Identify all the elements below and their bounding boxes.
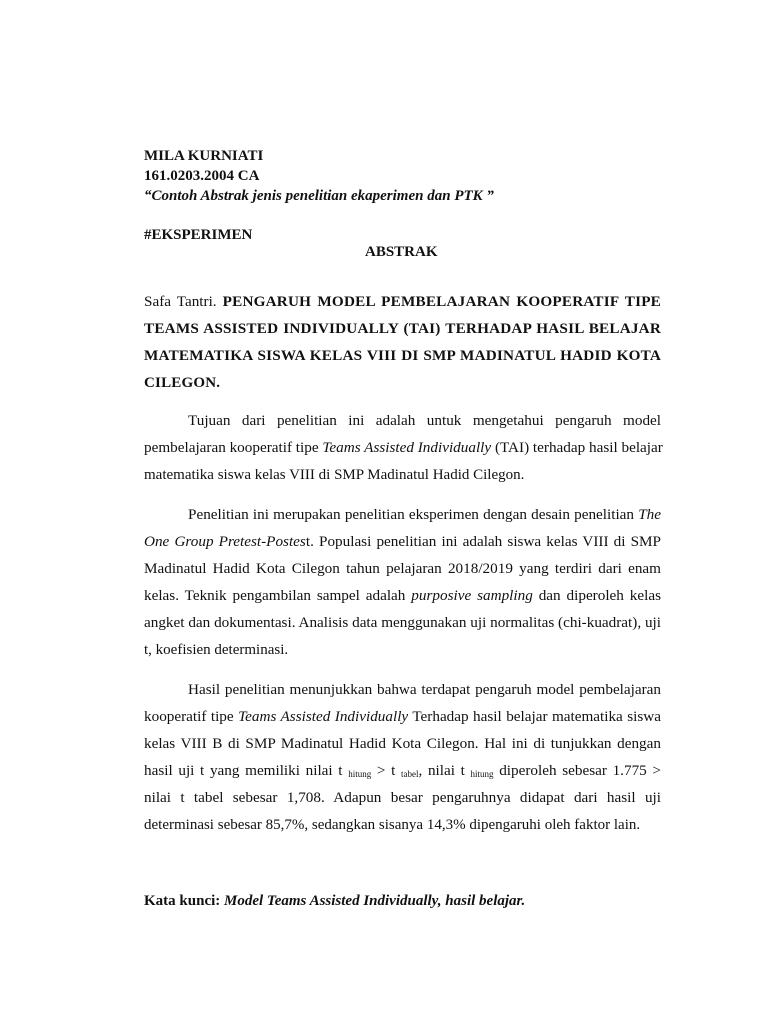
author-name: MILA KURNIATI <box>144 148 264 164</box>
quote-title: “Contoh Abstrak jenis penelitian ekaperimen dan PTK ” <box>144 188 494 204</box>
p3-sub-tabel: tabel <box>401 769 419 779</box>
p2-line-3: Madinatul Hadid Kota Cilegon tahun pelajaran 2018/2019 yang terdiri dari enam <box>144 560 661 577</box>
p3-sub-hitung-2: hitung <box>470 769 494 779</box>
p1-line-2-post: (TAI) terhadap hasil belajar <box>491 439 663 456</box>
p3-line-4-d: diperoleh sebesar 1.775 > <box>493 762 661 779</box>
citation-title-1: PENGARUH MODEL PEMBELAJARAN KOOPERATIF TIPE <box>222 293 662 310</box>
keywords-line <box>144 892 525 910</box>
p2-line-2-ital: One Group Pretest-Postes <box>144 533 306 550</box>
citation-line-1 <box>144 293 661 311</box>
p3-sub-hitung-1: hitung <box>348 769 372 779</box>
p2-line-4 <box>144 587 661 605</box>
p1-line-2-pre: pembelajaran kooperatif tipe <box>144 439 323 456</box>
p2-line-4-pre: kelas. Teknik pengambilan sampel adalah <box>144 587 412 604</box>
p3-line-3: kelas VIII B di SMP Madinatul Hadid Kota Cilegon. Hal ini di tunjukkan dengan <box>144 735 661 752</box>
p3-line-4-b: > t <box>371 762 401 779</box>
p3-line-2 <box>144 708 661 726</box>
p2-line-4-post: dan diperoleh kelas <box>532 587 661 604</box>
p1-line-3: matematika siswa kelas VIII di SMP Madinatul Hadid Cilegon. <box>144 467 525 483</box>
p2-line-6: t, koefisien determinasi. <box>144 642 289 658</box>
p1-line-2 <box>144 439 661 457</box>
category-tag: #EKSPERIMEN <box>144 227 253 243</box>
p1-line-1: Tujuan dari penelitian ini adalah untuk mengetahui pengaruh model <box>188 412 661 429</box>
p2-line-2-post: t. Populasi penelitian ini adalah siswa kelas VIII di SMP <box>305 533 661 550</box>
citation-title-2: TEAMS ASSISTED INDIVIDUALLY (TAI) TERHADAP HASIL BELAJAR <box>144 320 661 337</box>
p2-line-1-ital: The <box>638 506 661 523</box>
p2-line-4-ital: purposive sampling <box>411 587 533 604</box>
p3-line-4 <box>144 762 661 783</box>
p3-line-4-c: , nilai t <box>418 762 471 779</box>
p1-line-2-ital: Teams Assisted Individually <box>322 439 492 456</box>
keywords-value: Model Teams Assisted Individually, hasil belajar. <box>224 893 526 909</box>
p3-line-4-a: hasil uji t yang memiliki nilai t <box>144 762 349 779</box>
citation-title-3: MATEMATIKA SISWA KELAS VIII DI SMP MADINATUL HADID KOTA <box>144 347 661 364</box>
p2-line-2 <box>144 533 661 551</box>
keywords-label: Kata kunci: <box>144 893 225 909</box>
p3-line-5: nilai t tabel sebesar 1,708. Adapun besar pengaruhnya didapat dari hasil uji <box>144 789 661 806</box>
citation-author: Safa Tantri. <box>144 293 217 310</box>
student-id: 161.0203.2004 CA <box>144 168 260 184</box>
section-title: ABSTRAK <box>365 244 438 260</box>
p3-line-6: determinasi sebesar 85,7%, sedangkan sisanya 14,3% dipengaruhi oleh faktor lain. <box>144 817 641 833</box>
citation-title-4: CILEGON. <box>144 375 221 391</box>
p3-line-2-ital: Teams Assisted Individually <box>238 708 409 725</box>
p3-line-2-pre: kooperatif tipe <box>144 708 239 725</box>
p3-line-2-post: Terhadap hasil belajar matematika siswa <box>408 708 661 725</box>
p2-line-1-pre: Penelitian ini merupakan penelitian eksperimen dengan desain penelitian <box>188 506 639 523</box>
p2-line-5: angket dan dokumentasi. Analisis data menggunakan uji normalitas (chi-kuadrat), uji <box>144 614 661 631</box>
p2-line-1 <box>188 506 661 524</box>
p3-line-1: Hasil penelitian menunjukkan bahwa terdapat pengaruh model pembelajaran <box>188 681 661 698</box>
